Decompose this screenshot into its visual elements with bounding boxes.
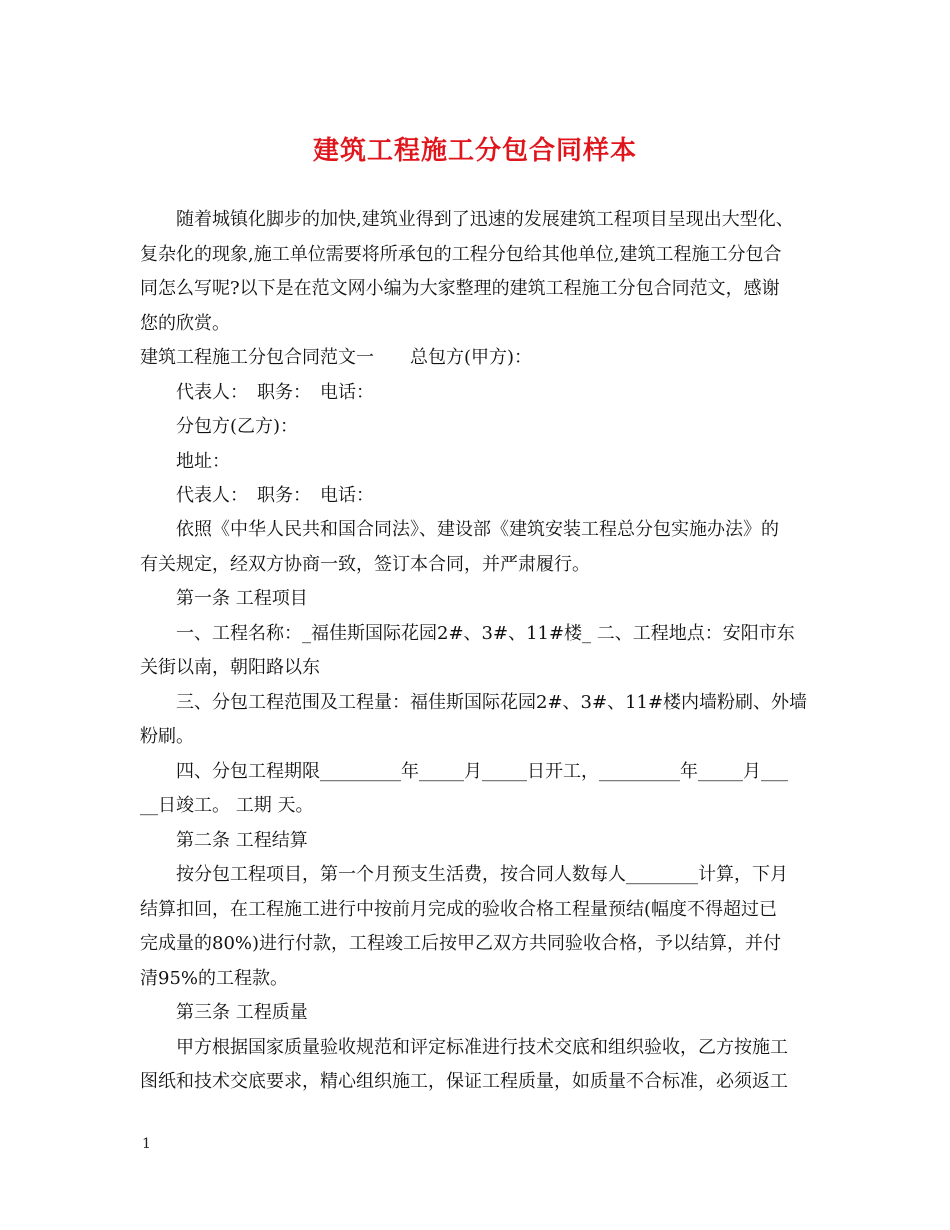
document-title: 建筑工程施工分包合同样本 [312,136,637,166]
body-line: 完成量的80%)进行付款，工程竣工后按甲乙双方共同验收合格，予以结算，并付 [140,933,782,954]
section-heading: 第二条 工程结算 [140,830,308,851]
body-line: 建筑工程施工分包合同范文一 总包方(甲方)： [140,347,533,368]
body-line: 复杂化的现象,施工单位需要将所承包的工程分包给其他单位,建筑工程施工分包合 [140,244,782,265]
body-line: 四、分包工程期限_________年_____月_____日开工，_________年_____月___ [140,761,788,782]
body-line: 关街以南，朝阳路以东 [140,657,320,678]
body-line: 有关规定，经双方协商一致，签订本合同，并严肃履行。 [140,554,590,575]
body-line: 代表人： 职务： 电话： [140,485,374,506]
body-line: 随着城镇化脚步的加快,建筑业得到了迅速的发展建筑工程项目呈现出大型化、 [140,209,794,230]
body-line: 结算扣回，在工程施工进行中按前月完成的验收合格工程量预结(幅度不得超过已 [140,899,778,920]
body-line: 粉刷。 [140,726,194,747]
body-line: 代表人： 职务： 电话： [140,382,374,403]
section-heading: 第三条 工程质量 [140,1002,308,1023]
body-line: 同怎么写呢?以下是在范文网小编为大家整理的建筑工程施工分包合同范文，感谢 [140,278,780,299]
body-line: 三、分包工程范围及工程量：福佳斯国际花园2#、3#、11#楼内墙粉刷、外墙 [140,692,808,713]
body-line: 清95%的工程款。 [140,968,289,989]
body-line: 分包方(乙方)： [140,416,299,437]
body-line: 依照《中华人民共和国合同法》、建设部《建筑安装工程总分包实施办法》的 [140,519,779,540]
section-heading: 第一条 工程项目 [140,588,308,609]
body-line: 一、工程名称：_福佳斯国际花园2#、3#、11#楼_ 二、工程地点：安阳市东 [140,623,795,644]
body-line: 您的欣赏。 [140,313,230,334]
page-number: 1 [142,1136,151,1152]
body-line: __日竣工。 工期 天。 [140,795,314,816]
body-line: 图纸和技术交底要求，精心组织施工，保证工程质量，如质量不合标准，必须返工 [140,1071,788,1092]
body-line: 地址： [140,451,230,472]
body-line: 甲方根据国家质量验收规范和评定标准进行技术交底和组织验收，乙方按施工 [140,1037,788,1058]
body-line: 按分包工程项目，第一个月预支生活费，按合同人数每人________计算，下月 [140,864,788,885]
